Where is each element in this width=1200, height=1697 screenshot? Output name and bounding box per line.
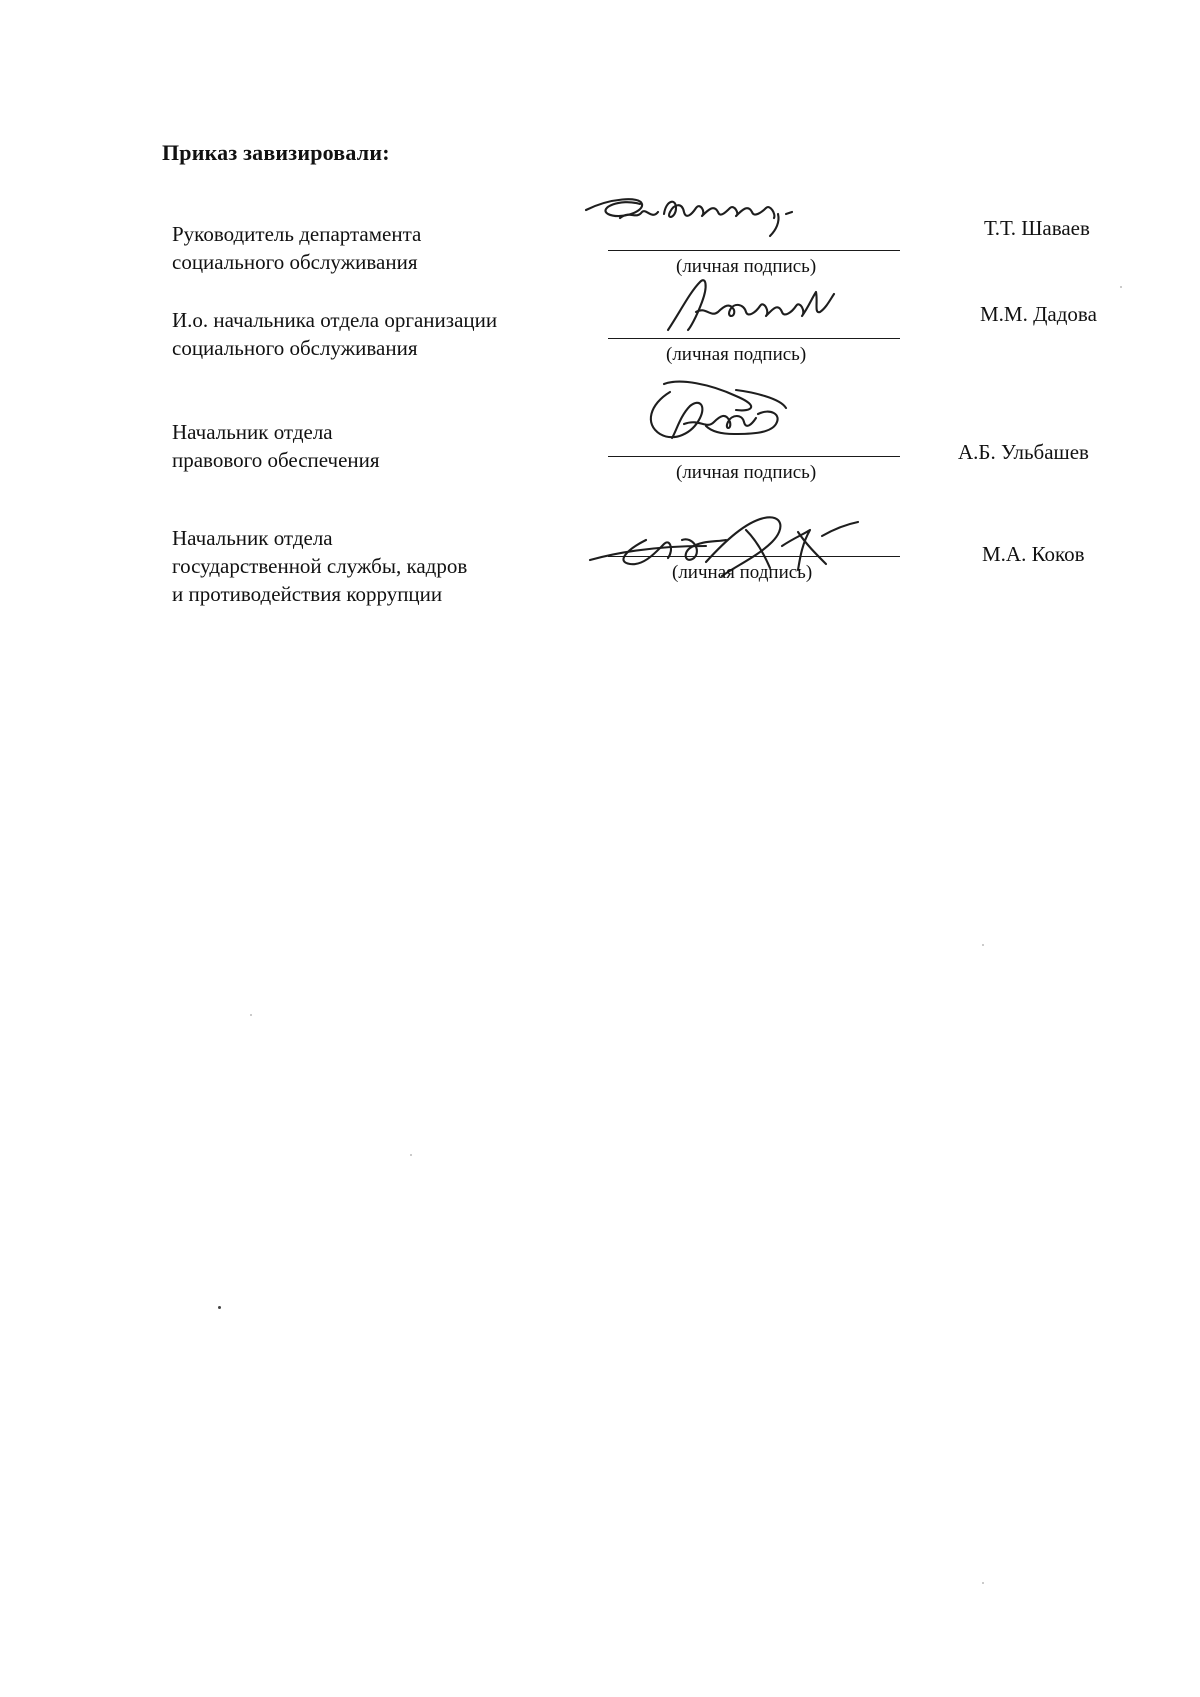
scan-speck — [982, 944, 984, 946]
scan-speck — [1120, 286, 1122, 288]
scan-speck — [218, 1306, 221, 1309]
approver-position — [172, 418, 592, 474]
signature-line — [608, 338, 900, 339]
approval-heading: Приказ завизировали: — [162, 140, 390, 165]
signature-line — [608, 556, 900, 557]
position-line: социального обслуживания — [172, 250, 418, 274]
handwritten-signature — [660, 272, 860, 342]
position-line: правового обеспечения — [172, 448, 380, 472]
scan-speck — [410, 1154, 412, 1156]
signature-line — [608, 250, 900, 251]
signature-line — [608, 456, 900, 457]
approver-position — [172, 524, 592, 608]
approver-name: Т.Т. Шаваев — [984, 216, 1090, 240]
approver-name: М.М. Дадова — [980, 302, 1097, 326]
position-line: Начальник отдела — [172, 420, 333, 444]
approver-name: А.Б. Ульбашев — [958, 440, 1089, 464]
scan-speck — [982, 1582, 984, 1584]
position-line: социального обслуживания — [172, 336, 418, 360]
scan-speck — [250, 1014, 252, 1016]
signature-caption: (личная подпись) — [676, 256, 817, 277]
position-line: и противодействия коррупции — [172, 582, 443, 606]
approver-name: М.А. Коков — [982, 542, 1085, 566]
signature-caption: (личная подпись) — [672, 562, 813, 583]
handwritten-signature — [640, 378, 810, 458]
approver-row-4 — [0, 524, 1200, 644]
approver-position — [172, 306, 592, 362]
signature-caption: (личная подпись) — [666, 344, 807, 365]
approver-row-2 — [0, 302, 1200, 426]
position-line: Начальник отдела — [172, 526, 333, 550]
position-line: государственной службы, кадров — [172, 554, 468, 578]
approver-position — [172, 220, 592, 276]
position-line: Руководитель департамента — [172, 222, 422, 246]
position-line: И.о. начальника отдела организации — [172, 308, 498, 332]
signature-caption: (личная подпись) — [676, 462, 817, 483]
